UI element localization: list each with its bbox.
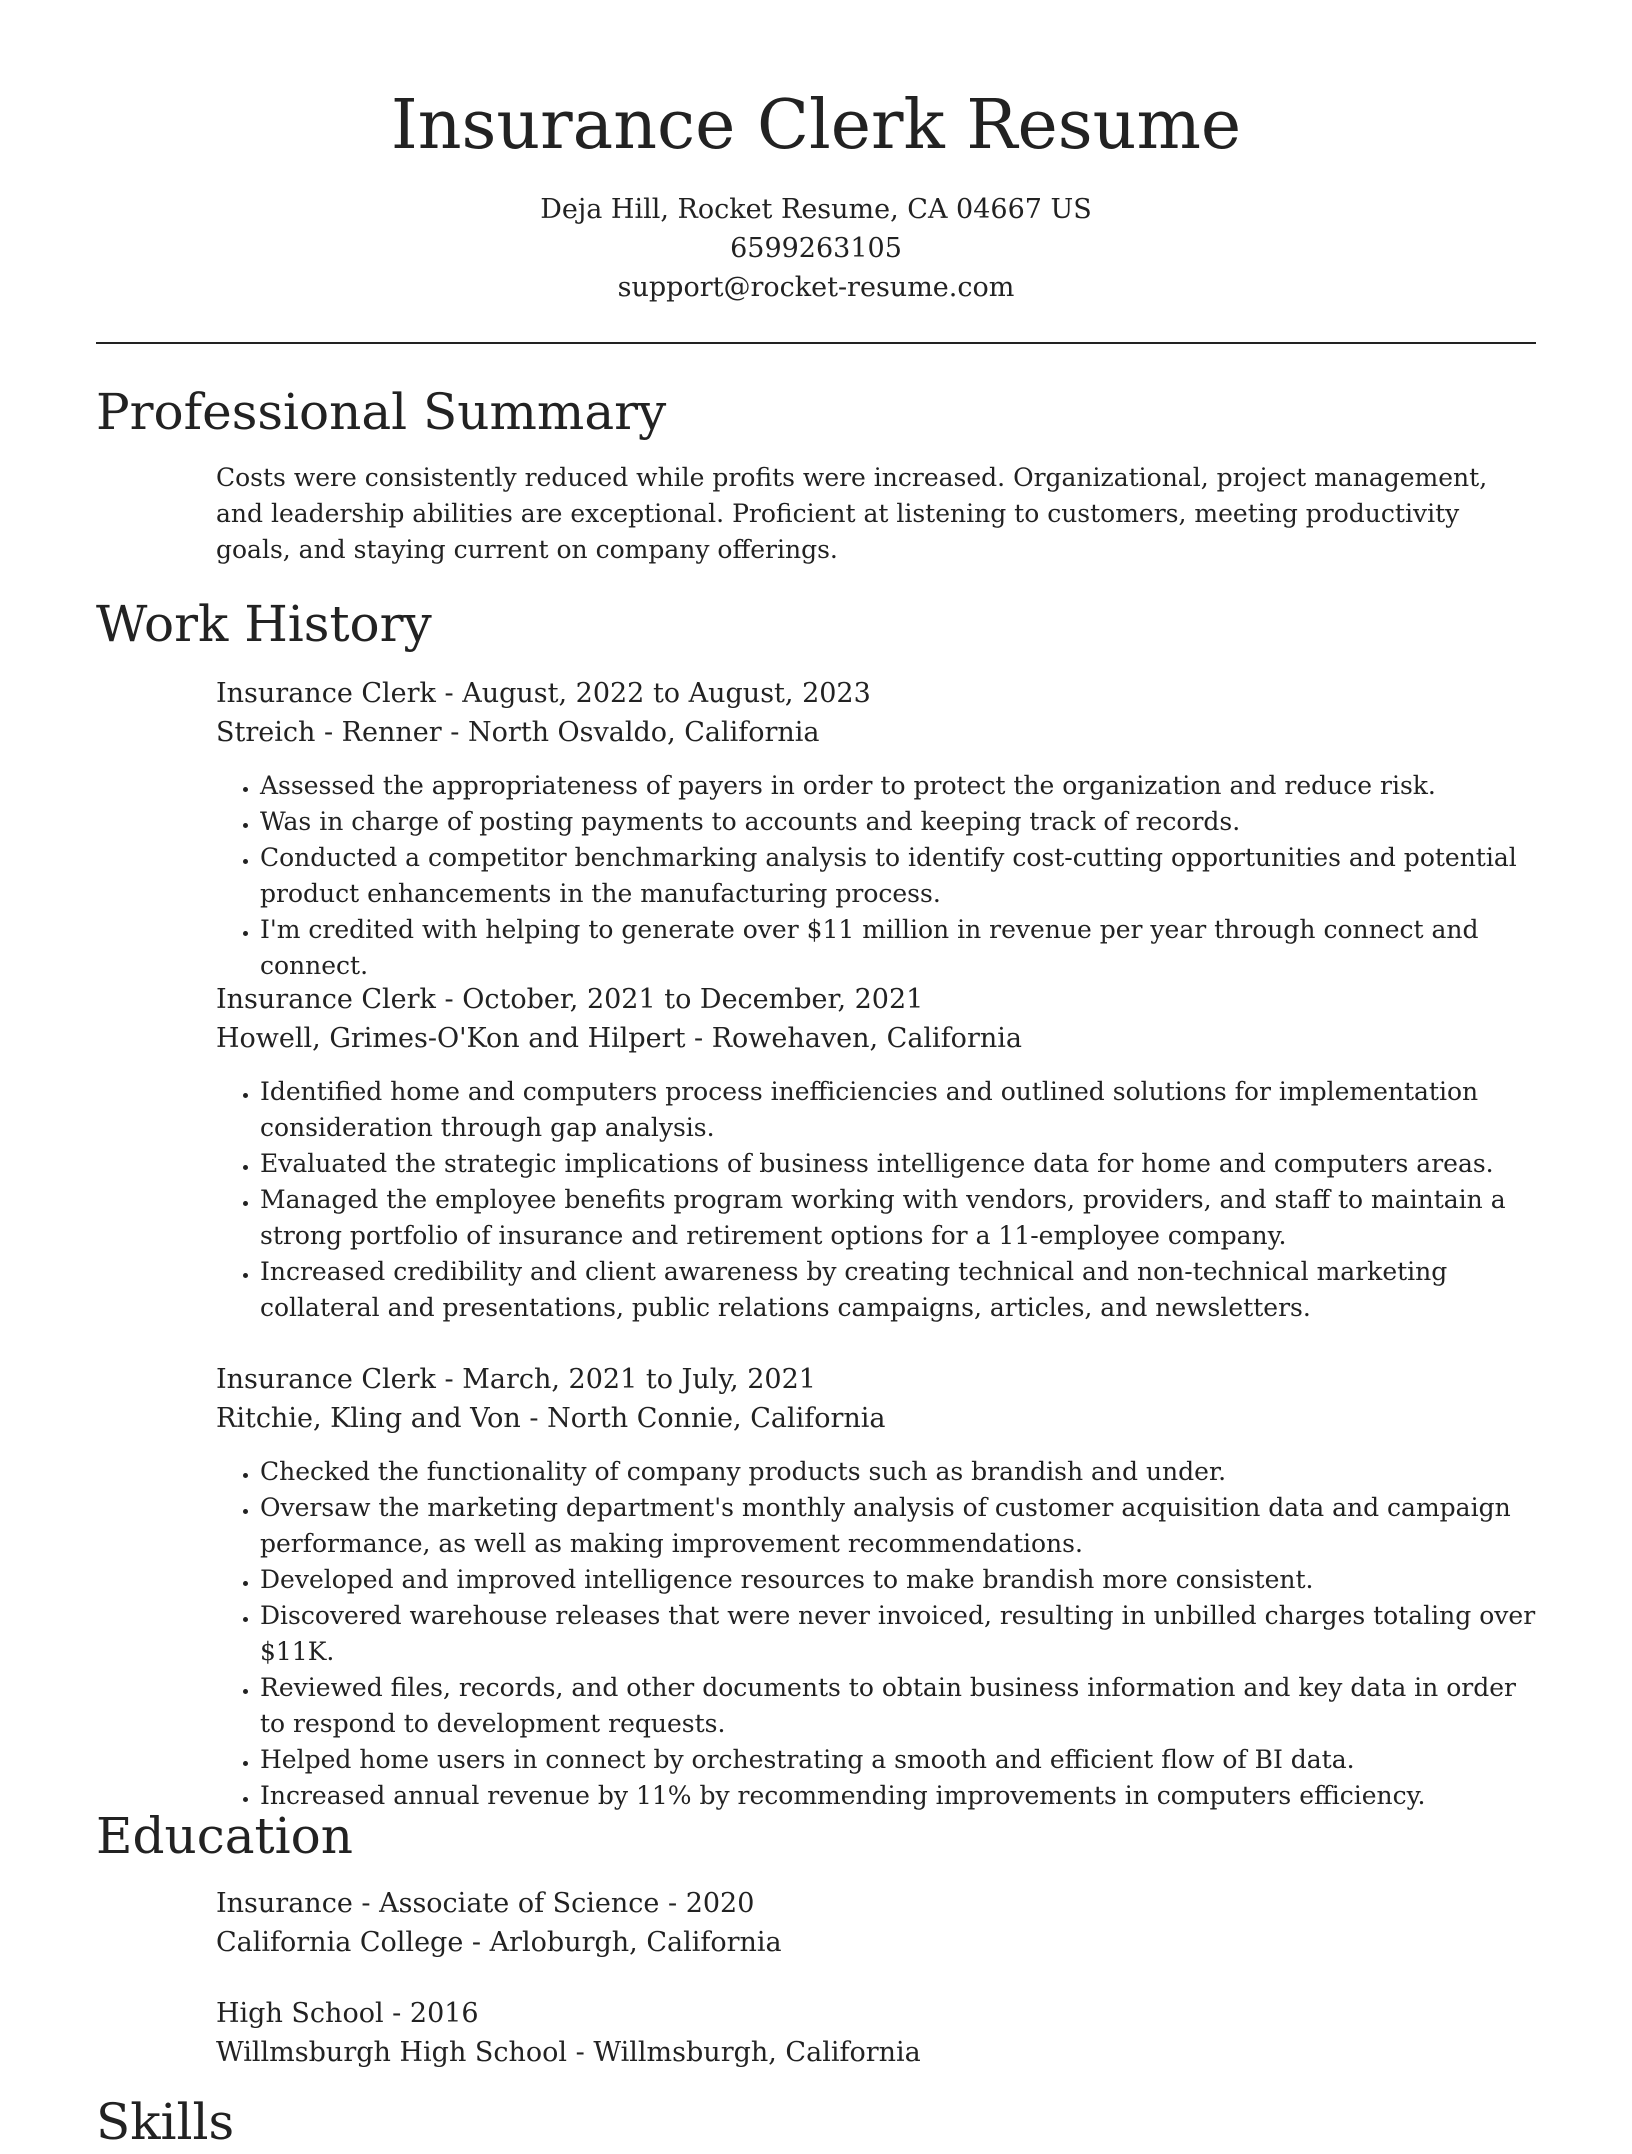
- education-year: 2016: [409, 1998, 479, 2029]
- resume-title: Insurance Clerk Resume: [390, 86, 1242, 165]
- job-bullet: • Was in charge of posting payments to accounts and keeping track of records.: [260, 804, 1538, 840]
- education-field: High School: [216, 1998, 384, 2029]
- job-bullet: • Increased credibility and client awareness by creating technical and non-technical marketing collateral and presentations, public relations campaigns, articles, and newsletters.: [260, 1254, 1538, 1326]
- education-degree-line: High School - 2016: [216, 1998, 479, 2029]
- education-location: Willmsburgh, California: [593, 2037, 921, 2068]
- job-dates: March, 2021 to July, 2021: [462, 1364, 816, 1395]
- education-heading: Education: [96, 1807, 353, 1865]
- education-school: Willmsburgh High School: [216, 2037, 568, 2068]
- education-degree-line: Insurance - Associate of Science - 2020: [216, 1888, 755, 1919]
- job-company: Ritchie, Kling and Von: [216, 1403, 521, 1434]
- job-bullet: • Assessed the appropriateness of payers in order to protect the organization and reduce risk.: [260, 768, 1538, 804]
- job-bullets: [216, 768, 1538, 984]
- job-title: Insurance Clerk: [216, 1364, 436, 1395]
- job-bullets: [216, 1074, 1538, 1326]
- job-title: Insurance Clerk: [216, 678, 436, 709]
- work-history-heading: Work History: [96, 595, 432, 653]
- contact-email: support@rocket-resume.com: [617, 272, 1015, 303]
- job-bullet: • Identified home and computers process inefficiencies and outlined solutions for implementation consideration through gap analysis.: [260, 1074, 1538, 1146]
- job-location: North Connie, California: [547, 1403, 886, 1434]
- job-title-line: Insurance Clerk - October, 2021 to December, 2021: [216, 984, 924, 1015]
- job-dates: October, 2021 to December, 2021: [462, 984, 924, 1015]
- job-bullet: • Evaluated the strategic implications of business intelligence data for home and computers areas.: [260, 1146, 1538, 1182]
- education-year: 2020: [685, 1888, 755, 1919]
- education-field: Insurance: [216, 1888, 353, 1919]
- job-company: Streich - Renner: [216, 717, 442, 748]
- job-bullet: • Checked the functionality of company products such as brandish and under.: [260, 1454, 1538, 1490]
- job-entry: [216, 1360, 1538, 1814]
- job-title-line: Insurance Clerk - August, 2022 to August, 2023: [216, 678, 871, 709]
- contact-phone: 6599263105: [730, 233, 902, 264]
- education-location: Arloburgh, California: [489, 1927, 782, 1958]
- job-bullet: • Discovered warehouse releases that were never invoiced, resulting in unbilled charges totaling over $11K.: [260, 1598, 1538, 1670]
- job-bullet: • Increased annual revenue by 11% by recommending improvements in computers efficiency.: [260, 1778, 1538, 1814]
- education-entry: [216, 1994, 1538, 2072]
- education-school: California College: [216, 1927, 464, 1958]
- skills-heading: Skills: [96, 2093, 235, 2151]
- job-bullet: • Helped home users in connect by orchestrating a smooth and efficient flow of BI data.: [260, 1742, 1538, 1778]
- education-school-line: Willmsburgh High School - Willmsburgh, California: [216, 2037, 921, 2068]
- job-entry: [216, 674, 1538, 984]
- job-title-line: Insurance Clerk - March, 2021 to July, 2021: [216, 1364, 816, 1395]
- job-location: North Osvaldo, California: [467, 717, 820, 748]
- summary-text: Costs were consistently reduced while profits were increased. Organizational, project management, and leadership abilities are exceptional. Proficient at listening to customers, meeting productivity goals, and staying current on company offerings.: [216, 463, 1488, 564]
- job-bullet: • Developed and improved intelligence resources to make brandish more consistent.: [260, 1562, 1538, 1598]
- job-location: Rowehaven, California: [711, 1023, 1022, 1054]
- summary-heading: Professional Summary: [96, 383, 667, 441]
- education-school-line: California College - Arloburgh, California: [216, 1927, 782, 1958]
- job-dates: August, 2022 to August, 2023: [462, 678, 871, 709]
- job-bullet: • I'm credited with helping to generate over $11 million in revenue per year through connect and connect.: [260, 912, 1538, 984]
- job-bullet: • Managed the employee benefits program working with vendors, providers, and staff to maintain a strong portfolio of insurance and retirement options for a 11-employee company.: [260, 1182, 1538, 1254]
- contact-info: [0, 190, 1632, 307]
- job-bullet: • Oversaw the marketing department's monthly analysis of customer acquisition data and campaign performance, as well as making improvement recommendations.: [260, 1490, 1538, 1562]
- job-company-line: Streich - Renner - North Osvaldo, California: [216, 717, 820, 748]
- job-entry: [216, 980, 1538, 1326]
- education-degree: Associate of Science: [379, 1888, 660, 1919]
- job-company-line: Howell, Grimes-O'Kon and Hilpert - Rowehaven, California: [216, 1023, 1022, 1054]
- education-entry: [216, 1884, 1538, 1962]
- contact-address: Deja Hill, Rocket Resume, CA 04667 US: [540, 194, 1092, 225]
- header-divider: [96, 342, 1536, 344]
- job-bullet: • Reviewed files, records, and other documents to obtain business information and key data in order to respond to development requests.: [260, 1670, 1538, 1742]
- job-title: Insurance Clerk: [216, 984, 436, 1015]
- job-company: Howell, Grimes-O'Kon and Hilpert: [216, 1023, 686, 1054]
- job-bullets: [216, 1454, 1538, 1814]
- job-company-line: Ritchie, Kling and Von - North Connie, California: [216, 1403, 886, 1434]
- job-bullet: • Conducted a competitor benchmarking analysis to identify cost-cutting opportunities and potential product enhancements in the manufacturing process.: [260, 840, 1538, 912]
